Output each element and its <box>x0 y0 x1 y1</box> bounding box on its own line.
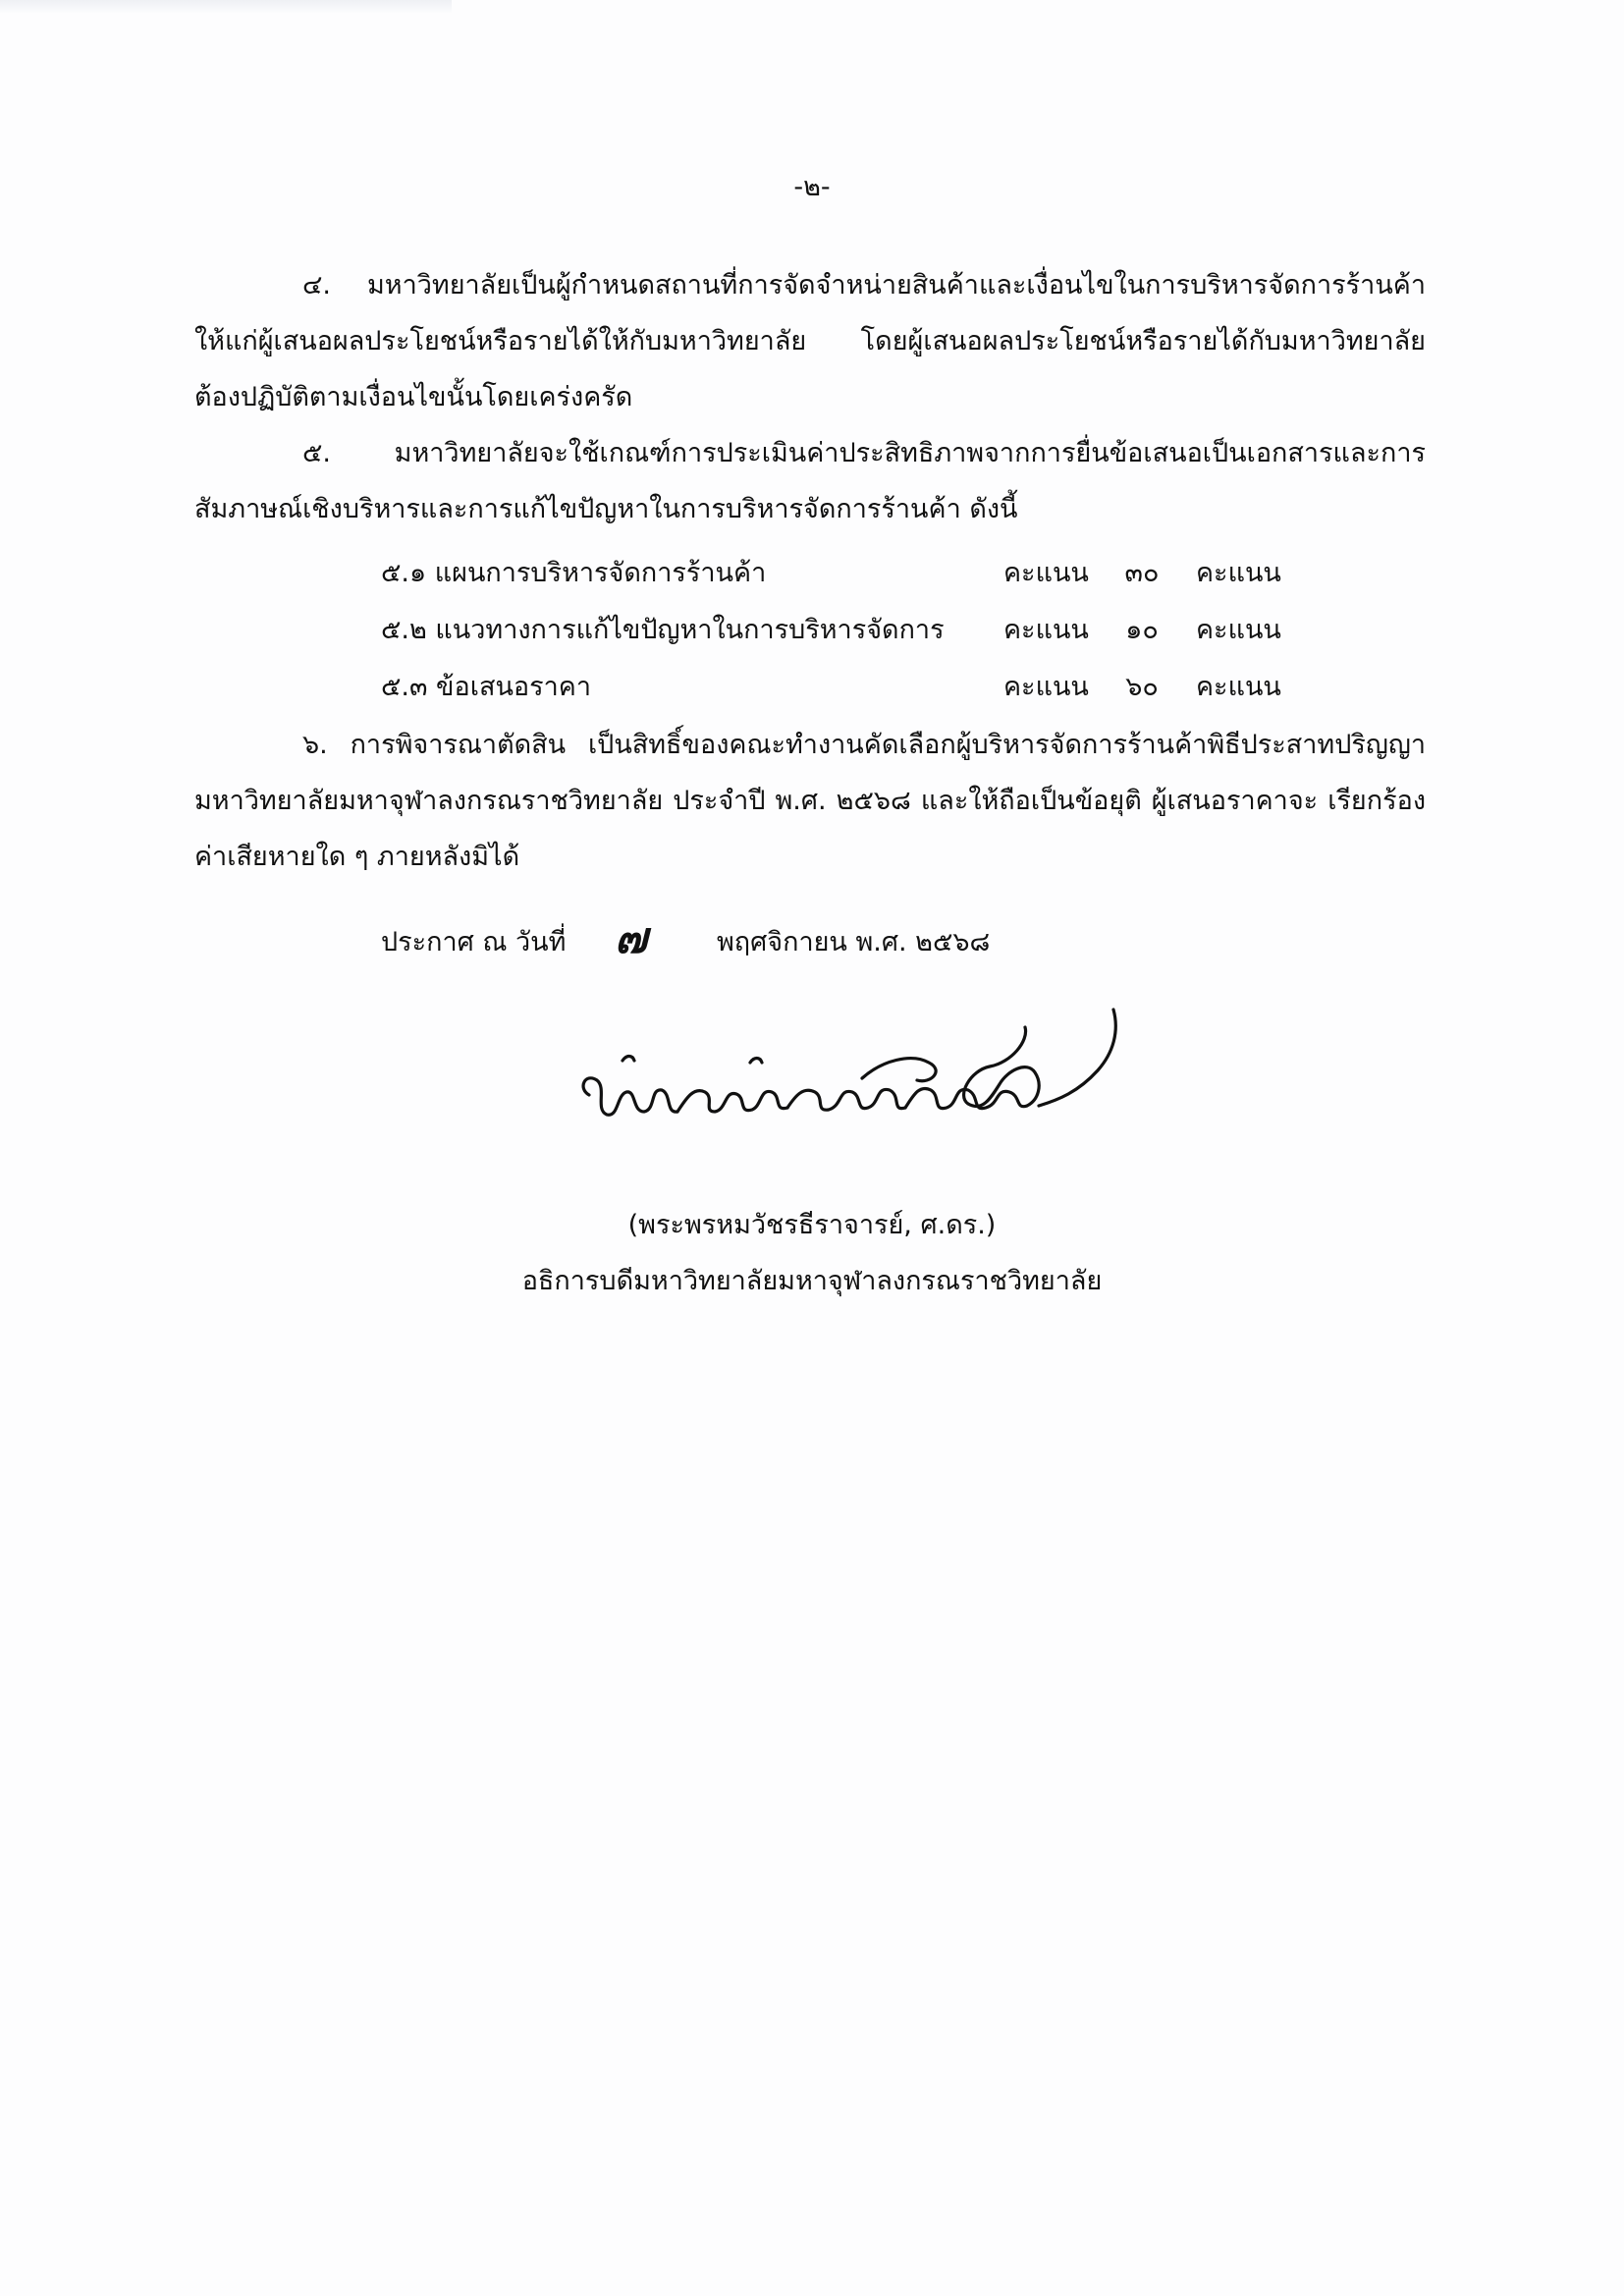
criteria-item: ๕.๓ ข้อเสนอราคา <box>381 672 591 702</box>
criteria-item: ๕.๑ แผนการบริหารจัดการร้านค้า <box>381 558 767 588</box>
score-unit: คะแนน <box>1196 615 1281 645</box>
announcement-date-line <box>381 913 1166 972</box>
score-label: คะแนน <box>1003 672 1089 702</box>
criteria-row <box>381 545 1324 602</box>
scan-artifact <box>0 0 452 14</box>
criteria-row <box>381 659 1324 716</box>
page-number: -๒- <box>793 172 831 202</box>
score-value: ๖๐ <box>1125 672 1159 702</box>
score-unit: คะแนน <box>1196 558 1281 588</box>
handwritten-signature <box>568 1002 1127 1174</box>
handwritten-day: ๗ <box>615 913 648 963</box>
score-value: ๑๐ <box>1125 615 1159 645</box>
score-unit: คะแนน <box>1196 672 1281 702</box>
paragraph-6: ๖. การพิจารณาตัดสิน เป็นสิทธิ์ของคณะทำงานคัดเลือกผู้บริหารจัดการร้านค้าพิธีประสาทปริญญา มหาวิทยาลัยมหาจุฬาลงกรณราชวิทยาลัย ประจำปี พ.ศ. ๒๕๖๘ และให้ถือเป็นข้อยุติ ผู้เสนอราคาจะ เรียกร้องค่าเสียหายใด ๆ ภายหลังมิได้ <box>194 730 1426 872</box>
paragraph-5: ๕. มหาวิทยาลัยจะใช้เกณฑ์การประเมินค่าประสิทธิภาพจากการยื่นข้อเสนอเป็นเอกสารและการ สัมภาษณ์เชิงบริหารและการแก้ไขปัญหาในการบริหารจัดการร้านค้า ดังนี้ <box>194 438 1426 524</box>
announcement-month-year: พฤศจิกายน พ.ศ. ๒๕๖๘ <box>717 927 991 957</box>
signatory-title: อธิการบดีมหาวิทยาลัยมหาจุฬาลงกรณราชวิทยาลัย <box>521 1266 1103 1296</box>
criteria-item: ๕.๒ แนวทางการแก้ไขปัญหาในการบริหารจัดการ <box>381 615 945 645</box>
score-label: คะแนน <box>1003 558 1089 588</box>
paragraph-4: ๔. มหาวิทยาลัยเป็นผู้กำหนดสถานที่การจัดจำหน่ายสินค้าและเงื่อนไขในการบริหารจัดการร้านค้า ให้แก่ผู้เสนอผลประโยชน์หรือรายได้ให้กับมหาวิทยาลัย โดยผู้เสนอผลประโยชน์หรือรายได้กับมหาวิทยาลัย ต้องปฏิบัติตามเงื่อนไขนั้นโดยเคร่งครัด <box>194 270 1426 412</box>
announcement-label: ประกาศ ณ วันที่ <box>381 927 567 957</box>
signatory-name: (พระพรหมวัชรธีราจารย์, ศ.ดร.) <box>627 1210 997 1240</box>
criteria-row <box>381 602 1324 659</box>
criteria-score-list <box>381 545 1324 716</box>
score-value: ๓๐ <box>1124 558 1160 588</box>
score-label: คะแนน <box>1003 615 1089 645</box>
